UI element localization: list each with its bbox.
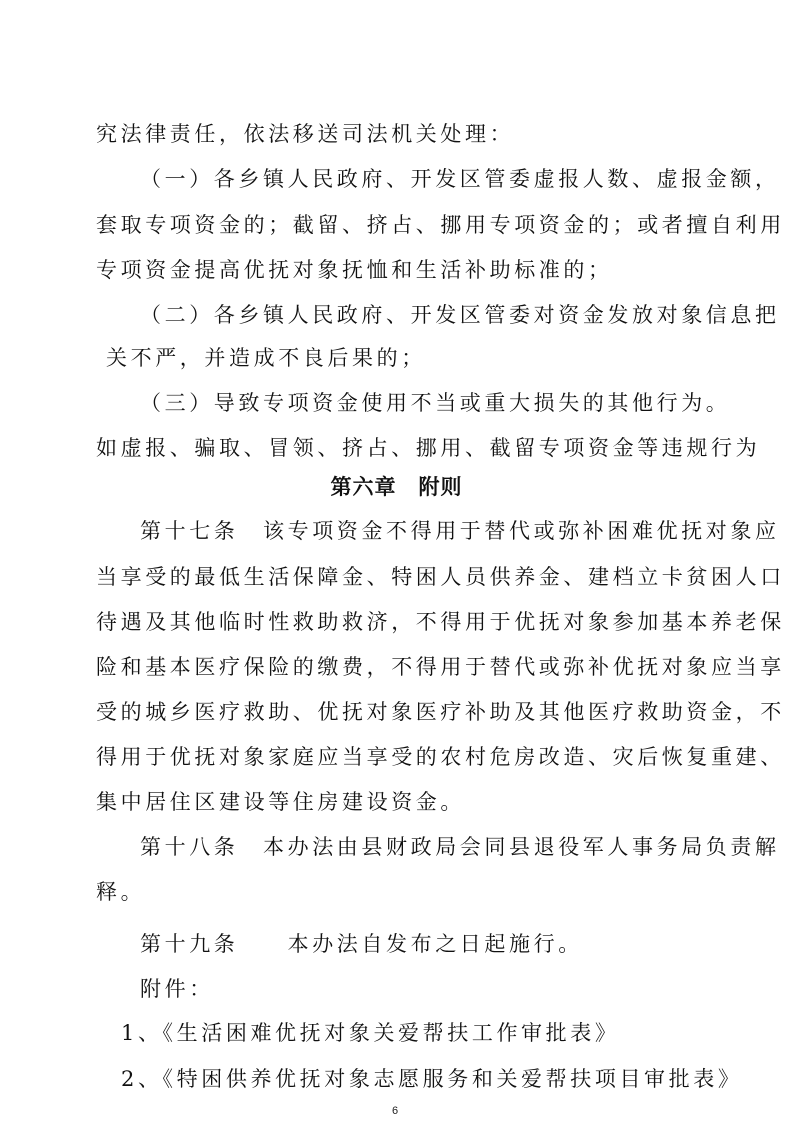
text-line: 第十八条 本办法由县财政局会同县退役军人事务局负责解	[140, 835, 780, 859]
text-line: 第十九条 本办法自发布之日起施行。	[140, 932, 583, 956]
text-line: 如虚报、骗取、冒领、挤占、挪用、截留专项资金等违规行为	[96, 436, 761, 460]
text-line: 释。	[96, 880, 146, 904]
text-line: 当享受的最低生活保障金、特困人员供养金、建档立卡贫困人口	[96, 565, 785, 589]
text-line: 待遇及其他临时性救助救济，不得用于优抚对象参加基本养老保	[96, 610, 785, 634]
text-line: （一）各乡镇人民政府、开发区管委虚报人数、虚报金额，	[140, 167, 780, 191]
attachment-item: 1、《生活困难优抚对象关爱帮扶工作审批表》	[121, 1021, 620, 1045]
text-line: 集中居住区建设等住房建设资金。	[96, 790, 465, 814]
attachment-item: 2、《特困供养优抚对象志愿服务和关爱帮扶项目审批表》	[121, 1067, 743, 1091]
chapter-title: 第六章 附则	[330, 475, 463, 499]
text-line: 关不严，并造成不良后果的；	[106, 346, 426, 370]
text-line: 险和基本医疗保险的缴费，不得用于替代或弥补优抚对象应当享	[96, 655, 785, 679]
text-line: （三）导致专项资金使用不当或重大损失的其他行为。	[140, 391, 731, 415]
text-line: 第十七条 该专项资金不得用于替代或弥补困难优抚对象应	[140, 519, 780, 543]
text-line: 专项资金提高优抚对象抚恤和生活补助标准的；	[96, 258, 613, 282]
text-line: （二）各乡镇人民政府、开发区管委对资金发放对象信息把	[140, 303, 780, 327]
text-line: 究法律责任，依法移送司法机关处理：	[96, 122, 515, 146]
page-number: 6	[392, 1105, 399, 1117]
text-line: 受的城乡医疗救助、优抚对象医疗补助及其他医疗救助资金，不	[96, 700, 785, 724]
text-line: 附件：	[140, 977, 214, 1001]
text-line: 得用于优抚对象家庭应当享受的农村危房改造、灾后恢复重建、	[96, 745, 785, 769]
text-line: 套取专项资金的；截留、挤占、挪用专项资金的；或者擅自利用	[96, 213, 785, 237]
